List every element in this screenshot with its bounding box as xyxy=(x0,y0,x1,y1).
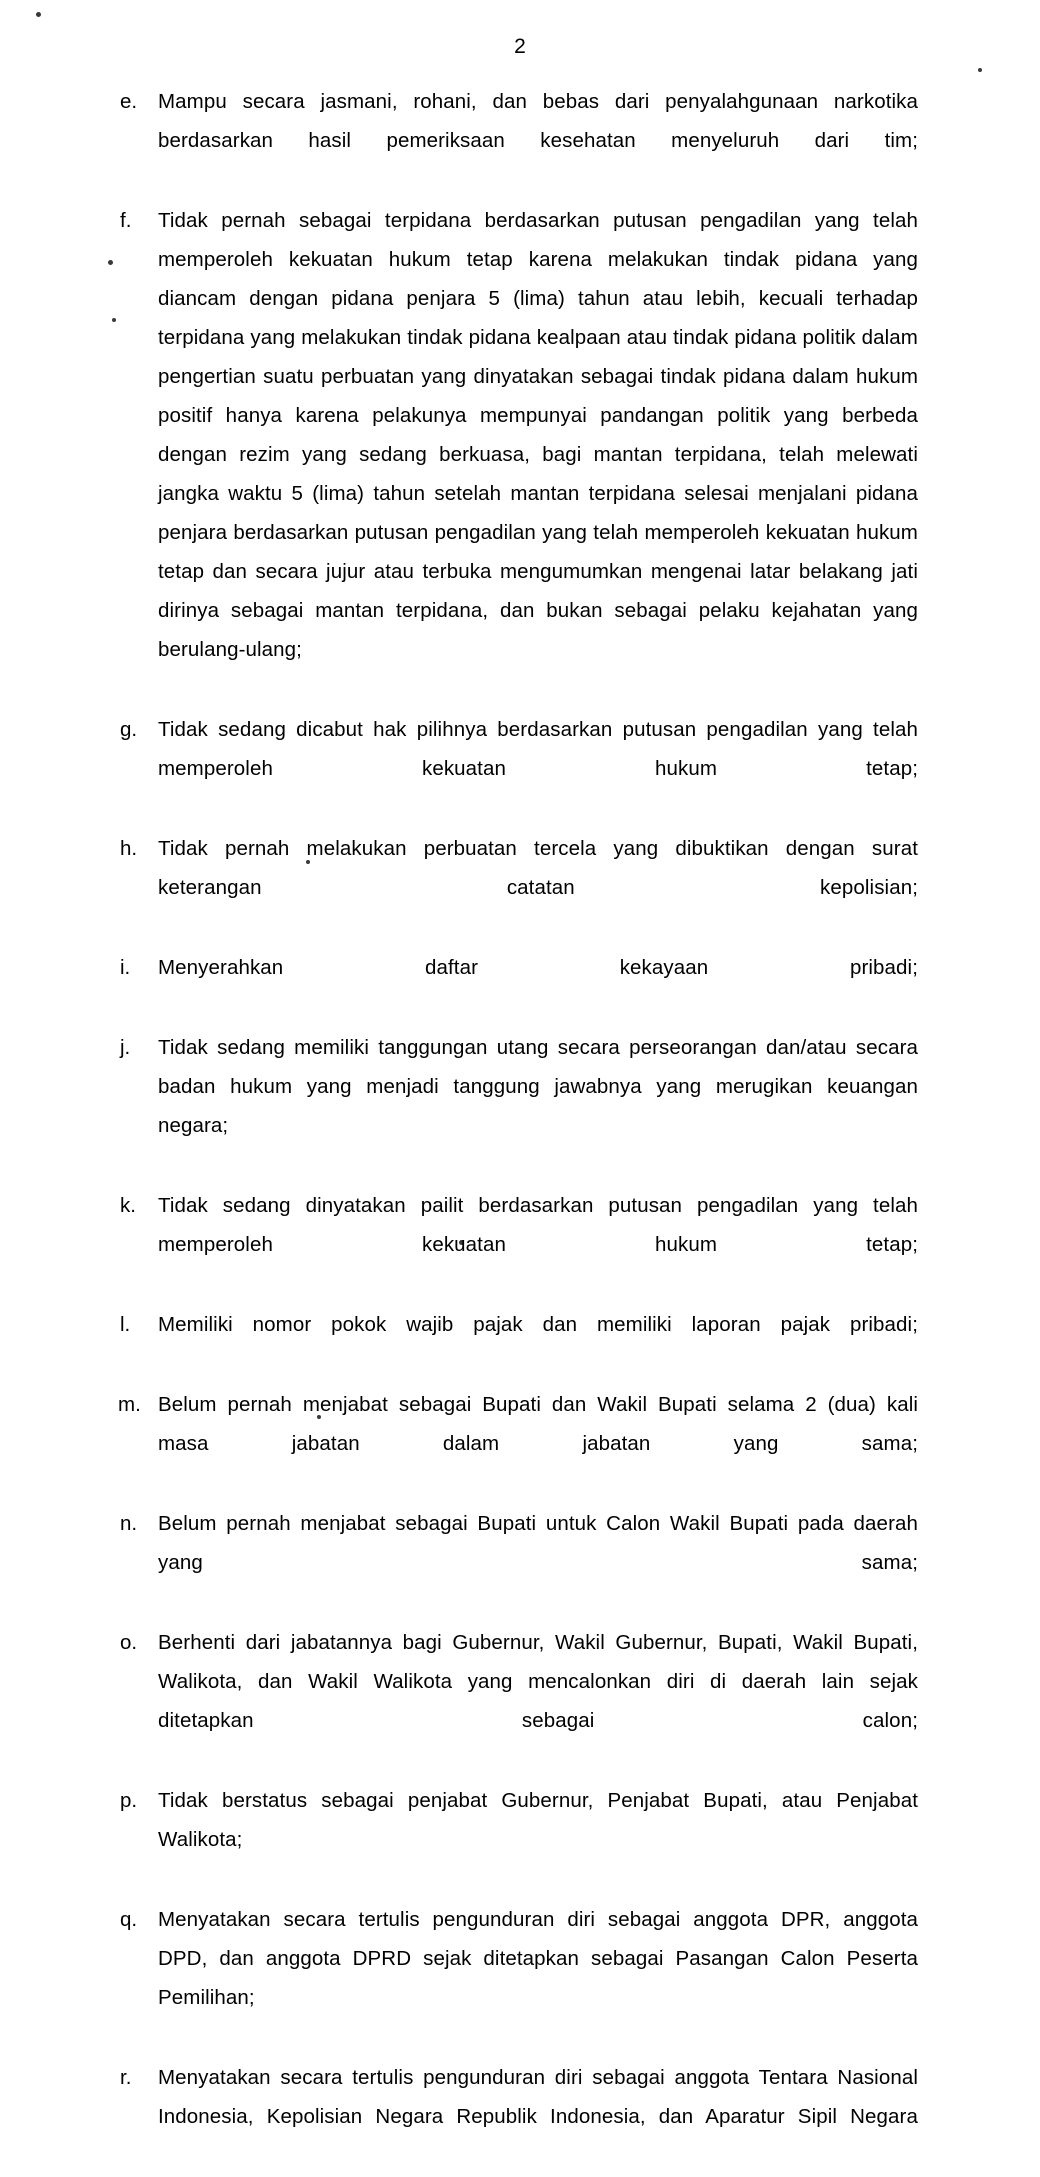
clause-text: Tidak sedang dinyatakan pailit berdasarkan putusan pengadilan yang telah memperoleh kekuatan hukum tetap; xyxy=(158,1194,918,1256)
clause-text: Menyerahkan daftar kekayaan pribadi; xyxy=(158,956,918,979)
clause-marker: h. xyxy=(120,837,138,860)
list-item xyxy=(118,1900,918,2056)
list-item xyxy=(118,1623,918,1779)
list-item xyxy=(118,82,918,199)
list-item xyxy=(118,710,918,827)
scan-speck xyxy=(36,12,41,17)
clause-marker: l. xyxy=(120,1313,131,1336)
page-number: 2 xyxy=(514,35,526,58)
scan-speck xyxy=(108,260,113,265)
list-item xyxy=(118,1504,918,1621)
list-item xyxy=(118,1781,918,1898)
list-item xyxy=(118,201,918,708)
list-item xyxy=(118,829,918,946)
clause-text: Menyatakan secara tertulis pengunduran diri sebagai anggota DPR, anggota DPD, dan anggota DPRD sejak ditetapkan sebagai Pasangan Calon Peserta Pemilihan; xyxy=(158,1908,918,2009)
list-item xyxy=(118,948,918,1026)
clause-marker: p. xyxy=(120,1789,138,1812)
clause-marker: f. xyxy=(120,209,132,232)
clause-marker: j. xyxy=(120,1036,131,1059)
scan-speck xyxy=(112,318,116,322)
clause-text: Belum pernah menjabat sebagai Bupati dan Wakil Bupati selama 2 (dua) kali masa jabatan dalam jabatan yang sama; xyxy=(158,1393,918,1455)
clause-marker: i. xyxy=(120,956,131,979)
clause-marker: g. xyxy=(120,718,138,741)
list-item xyxy=(118,1385,918,1502)
scan-speck xyxy=(978,68,982,72)
clause-text: Tidak sedang dicabut hak pilihnya berdasarkan putusan pengadilan yang telah memperoleh kekuatan hukum tetap; xyxy=(158,718,918,780)
list-item xyxy=(118,1028,918,1184)
clause-text: Tidak berstatus sebagai penjabat Gubernur, Penjabat Bupati, atau Penjabat Walikota; xyxy=(158,1789,918,1851)
clause-text: Menyatakan secara tertulis pengunduran diri sebagai anggota Tentara Nasional Indonesia, Kepolisian Negara Republik Indonesia, dan Aparatur Sipil Negara xyxy=(158,2066,918,2128)
clause-text: Mampu secara jasmani, rohani, dan bebas dari penyalahgunaan narkotika berdasarkan hasil pemeriksaan kesehatan menyeluruh dari tim; xyxy=(158,90,918,152)
list-item xyxy=(118,2058,918,2175)
list-item xyxy=(118,1305,918,1383)
clause-marker: m. xyxy=(118,1393,141,1416)
clause-marker: k. xyxy=(120,1194,136,1217)
clause-marker: e. xyxy=(120,90,138,113)
clause-marker: q. xyxy=(120,1908,138,1931)
clause-marker: n. xyxy=(120,1512,138,1535)
clause-marker: o. xyxy=(120,1631,138,1654)
clause-text: Tidak sedang memiliki tanggungan utang secara perseorangan dan/atau secara badan hukum yang menjadi tanggung jawabnya yang merugikan keuangan negara; xyxy=(158,1036,918,1137)
clause-list xyxy=(118,82,918,2177)
clause-text: Tidak pernah melakukan perbuatan tercela yang dibuktikan dengan surat keterangan catatan kepolisian; xyxy=(158,837,918,899)
clause-text: Belum pernah menjabat sebagai Bupati untuk Calon Wakil Bupati pada daerah yang sama; xyxy=(158,1512,918,1574)
clause-text: Tidak pernah sebagai terpidana berdasarkan putusan pengadilan yang telah memperoleh kekuatan hukum tetap karena melakukan tindak pidana yang diancam dengan pidana penjara 5 (lima) tahun atau lebih, kecuali terhadap terpidana yang melakukan tindak pidana kealpaan atau tindak pidana politik dalam pengertian suatu perbuatan yang dinyatakan sebagai tindak pidana dalam hukum positif hanya karena pelakunya mempunyai pandangan politik yang berbeda dengan rezim yang sedang berkuasa, bagi mantan terpidana, telah melewati jangka waktu 5 (lima) tahun setelah mantan terpidana selesai menjalani pidana penjara berdasarkan putusan pengadilan yang telah memperoleh kekuatan hukum tetap dan secara jujur atau terbuka mengumumkan mengenai latar belakang jati dirinya sebagai mantan terpidana, dan bukan sebagai pelaku kejahatan yang berulang-ulang; xyxy=(158,209,918,661)
clause-text: Berhenti dari jabatannya bagi Gubernur, Wakil Gubernur, Bupati, Wakil Bupati, Walikota, dan Wakil Walikota yang mencalonkan diri di daerah lain sejak ditetapkan sebagai calon; xyxy=(158,1631,918,1732)
clause-text: Memiliki nomor pokok wajib pajak dan memiliki laporan pajak pribadi; xyxy=(158,1313,918,1336)
clause-marker: r. xyxy=(120,2066,132,2089)
list-item xyxy=(118,1186,918,1303)
